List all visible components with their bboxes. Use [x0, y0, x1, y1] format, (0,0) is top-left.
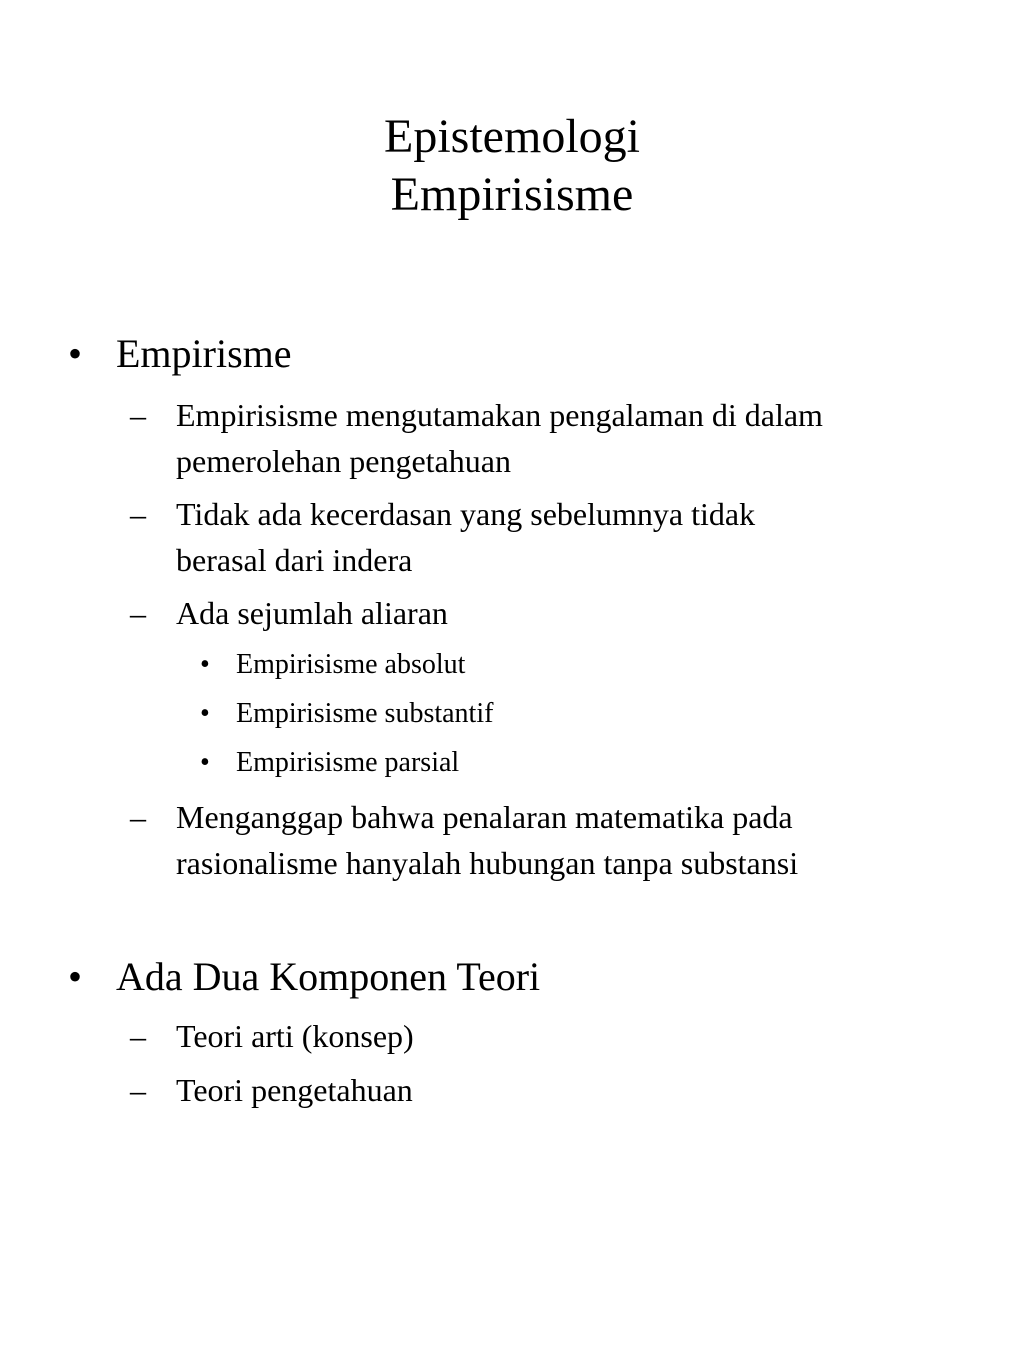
bullet-marker: •: [200, 747, 210, 778]
sub-item-line: Empirisisme mengutamakan pengalaman di dalam: [176, 397, 823, 433]
title-line-1: Epistemologi: [384, 110, 640, 163]
dash-marker: –: [130, 496, 146, 532]
sub-sub-item-label: Empirisisme parsial: [236, 747, 460, 778]
sub-item-line: Teori pengetahuan: [176, 1072, 413, 1108]
sub-item: [130, 590, 448, 636]
bullet-marker: •: [68, 954, 83, 999]
bullet-marker: •: [200, 649, 210, 680]
sub-sub-item-label: Empirisisme absolut: [236, 649, 466, 680]
sub-sub-item: [200, 648, 466, 682]
bullet-label: Empirisme: [116, 331, 292, 376]
sub-sub-item: [200, 697, 494, 731]
sub-item-line: berasal dari indera: [176, 542, 413, 578]
bullet-item-komponen-teori: [68, 953, 541, 1001]
bullet-label: Ada Dua Komponen Teori: [116, 954, 541, 999]
sub-item: [130, 1013, 414, 1059]
sub-item-line: Teori arti (konsep): [176, 1018, 414, 1054]
bullet-item-empirisme: [68, 330, 292, 378]
sub-item: [130, 392, 823, 484]
sub-item: [130, 491, 756, 583]
dash-marker: –: [130, 799, 146, 835]
sub-item-line: Tidak ada kecerdasan yang sebelumnya tidak: [176, 496, 756, 532]
sub-sub-item: [200, 746, 460, 780]
dash-marker: –: [130, 1072, 146, 1108]
bullet-marker: •: [200, 698, 210, 729]
sub-item: [130, 1067, 413, 1113]
sub-item-line: rasionalisme hanyalah hubungan tanpa substansi: [176, 845, 799, 881]
bullet-marker: •: [68, 331, 83, 376]
sub-sub-item-label: Empirisisme substantif: [236, 698, 494, 729]
sub-item-line: Ada sejumlah aliaran: [176, 595, 448, 631]
slide-title: [0, 108, 1024, 224]
sub-item: [130, 794, 799, 886]
dash-marker: –: [130, 595, 146, 631]
sub-item-line: Menganggap bahwa penalaran matematika pada: [176, 799, 793, 835]
title-line-2: Empirisisme: [390, 168, 634, 221]
dash-marker: –: [130, 1018, 146, 1054]
dash-marker: –: [130, 397, 146, 433]
sub-item-line: pemerolehan pengetahuan: [176, 443, 511, 479]
